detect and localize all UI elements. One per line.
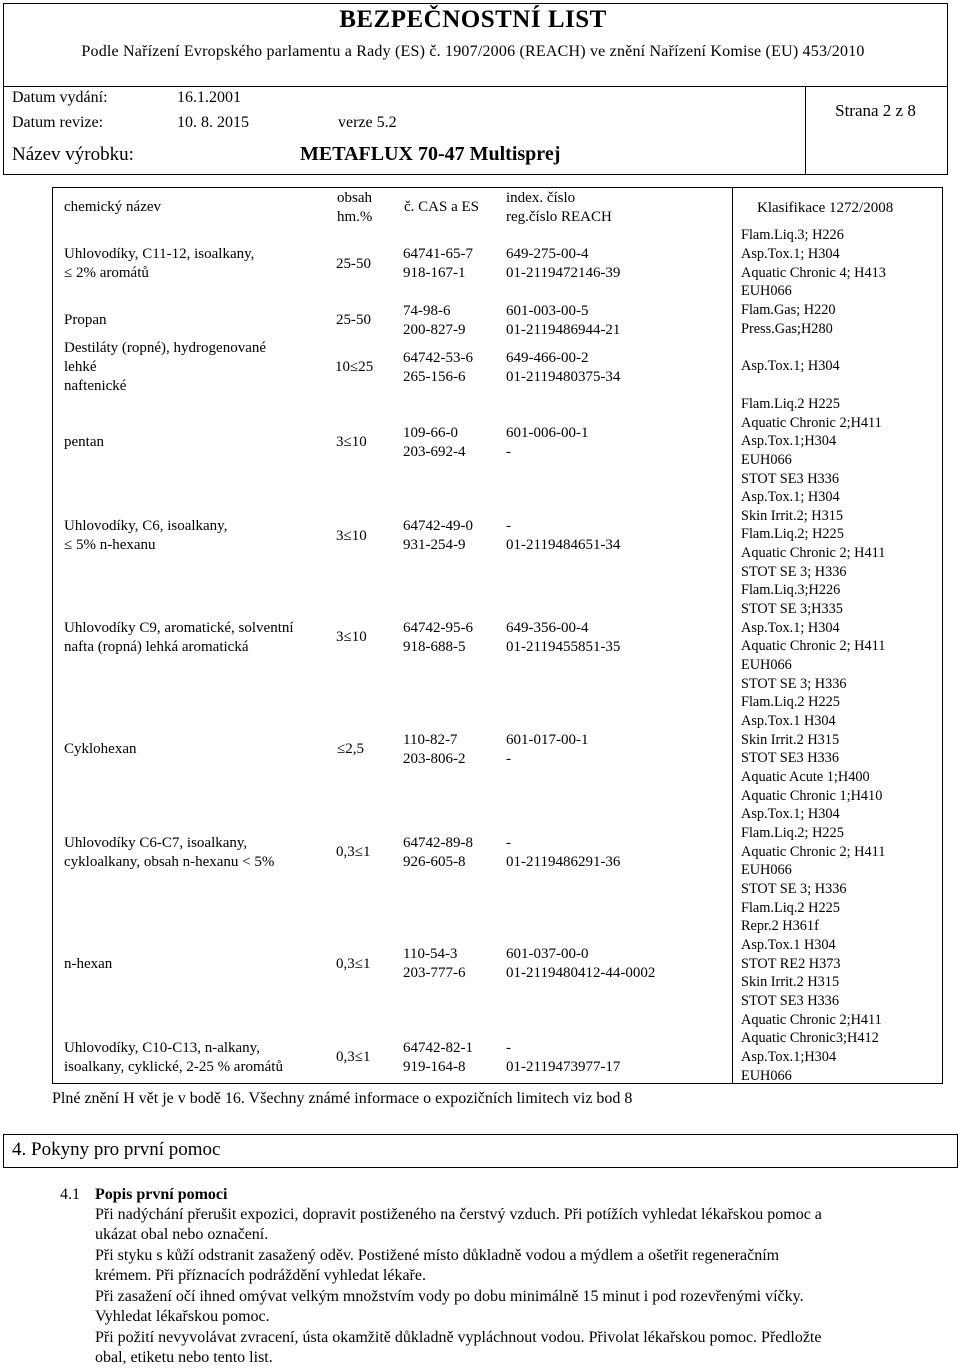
classification-line: STOT SE3 H336 — [741, 471, 839, 487]
table-cell-es: 918-688-5 — [403, 639, 466, 655]
first-aid-line: Při nadýchání přerušit expozici, dopravit postiženého na čerstvý vzduch. Při potížích vyhledat lékařskou pomoc a — [95, 1206, 822, 1223]
table-cell-content: 3≤10 — [336, 434, 367, 450]
table-cell-cas: 64742-95-6 — [403, 620, 473, 636]
revision-date-label: Datum revize: — [12, 114, 104, 131]
first-aid-line: obal, etiketu nebo tento list. — [95, 1349, 273, 1366]
classification-line: Asp.Tox.1; H304 — [741, 358, 840, 374]
table-cell-reach: - — [506, 751, 511, 767]
table-cell-content: 0,3≤1 — [336, 956, 371, 972]
table-cell-name: Propan — [64, 312, 107, 328]
table-cell-es: 203-692-4 — [403, 444, 466, 460]
classification-line: Skin Irrit.2; H315 — [741, 508, 844, 524]
page-number: Strana 2 z 8 — [835, 101, 916, 120]
classification-line: Flam.Liq.3; H226 — [741, 227, 844, 243]
table-cell-es: 265-156-6 — [403, 369, 466, 385]
table-column-divider — [732, 188, 733, 1083]
classification-line: Aquatic Chronic 2;H411 — [741, 415, 882, 431]
table-cell-cas: 64741-65-7 — [403, 246, 473, 262]
classification-line: Flam.Liq.2 H225 — [741, 396, 840, 412]
first-aid-line: Při styku s kůží odstranit zasažený oděv. Postižené místo důkladně vodou a mýdlem a ošetřit regeneračním — [95, 1247, 780, 1264]
table-cell-reach: 01-2119486944-21 — [506, 322, 621, 338]
table-cell-content: 3≤10 — [336, 528, 367, 544]
issue-date-value: 16.1.2001 — [177, 89, 241, 106]
table-cell-content: 0,3≤1 — [336, 1049, 371, 1065]
table-cell-name: Uhlovodíky, C6, isoalkany, — [64, 518, 228, 534]
table-cell-name: naftenické — [64, 378, 127, 394]
table-cell-name: lehké — [64, 359, 97, 375]
revision-date-value: 10. 8. 2015 — [177, 114, 249, 131]
first-aid-line: ukázat obal nebo označení. — [95, 1226, 269, 1243]
table-cell-name: pentan — [64, 434, 104, 450]
header-cas: č. CAS a ES — [404, 199, 479, 215]
table-cell-index: 601-006-00-1 — [506, 425, 589, 441]
header-page-divider — [805, 86, 806, 174]
classification-line: Aquatic Chronic 1;H410 — [741, 788, 883, 804]
header-content: obsah — [337, 190, 372, 206]
table-cell-content: 10≤25 — [335, 359, 374, 375]
table-cell-es: 918-167-1 — [403, 265, 466, 281]
classification-line: STOT SE 3; H336 — [741, 676, 847, 692]
table-cell-index: - — [506, 518, 511, 534]
classification-line: Aquatic Chronic 2; H411 — [741, 844, 886, 860]
classification-line: Asp.Tox.1;H304 — [741, 1049, 837, 1065]
header-index: index. číslo — [506, 190, 576, 206]
classification-line: Asp.Tox.1;H304 — [741, 433, 837, 449]
classification-line: Flam.Liq.2 H225 — [741, 694, 840, 710]
classification-line: Asp.Tox.1 H304 — [741, 713, 836, 729]
first-aid-line: Při požití nevyvolávat zvracení, ústa okamžitě důkladně vypláchnout vodou. Přivolat lékařskou pomoc. Předložte — [95, 1329, 822, 1346]
table-cell-cas: 64742-49-0 — [403, 518, 473, 534]
table-cell-reach: 01-2119480375-34 — [506, 369, 621, 385]
classification-line: Press.Gas;H280 — [741, 321, 833, 337]
version-label: verze 5.2 — [338, 114, 397, 131]
table-cell-reach: 01-2119480412-44-0002 — [506, 965, 656, 981]
table-cell-index: - — [506, 835, 511, 851]
table-cell-name: n-hexan — [64, 956, 113, 972]
classification-line: EUH066 — [741, 283, 792, 299]
classification-line: Flam.Gas; H220 — [741, 302, 836, 318]
classification-line: Aquatic Chronic 2; H411 — [741, 545, 886, 561]
table-cell-cas: 64742-89-8 — [403, 835, 473, 851]
first-aid-line: Při zasažení očí ihned omývat velkým množstvím vody po dobu minimálně 15 minut i pod rozevřenými víčky. — [95, 1288, 804, 1305]
classification-line: Skin Irrit.2 H315 — [741, 732, 840, 748]
table-cell-index: 649-356-00-4 — [506, 620, 589, 636]
table-cell-name: cykloalkany, obsah n-hexanu < 5% — [64, 854, 275, 870]
table-cell-cas: 110-82-7 — [403, 732, 458, 748]
table-cell-index: - — [506, 1040, 511, 1056]
table-cell-index: 601-037-00-0 — [506, 946, 589, 962]
subsection-number: 4.1 — [60, 1186, 80, 1203]
table-cell-content: 25-50 — [336, 256, 371, 272]
classification-line: STOT SE 3;H335 — [741, 601, 843, 617]
table-cell-name: Cyklohexan — [64, 741, 137, 757]
table-cell-reach: 01-2119484651-34 — [506, 537, 621, 553]
table-cell-name: isoalkany, cyklické, 2-25 % aromátů — [64, 1059, 283, 1075]
classification-line: Aquatic Chronic 2;H411 — [741, 1012, 882, 1028]
classification-line: EUH066 — [741, 862, 792, 878]
classification-line: Aquatic Chronic3;H412 — [741, 1030, 879, 1046]
classification-line: EUH066 — [741, 1068, 792, 1084]
table-cell-content: ≤2,5 — [337, 741, 364, 757]
classification-line: Asp.Tox.1 H304 — [741, 937, 836, 953]
product-name: METAFLUX 70-47 Multisprej — [300, 143, 561, 165]
table-cell-name: nafta (ropná) lehká aromatická — [64, 639, 249, 655]
classification-line: Asp.Tox.1; H304 — [741, 246, 840, 262]
issue-date-label: Datum vydání: — [12, 89, 108, 106]
table-cell-es: 919-164-8 — [403, 1059, 466, 1075]
table-cell-es: 203-777-6 — [403, 965, 466, 981]
header-chemical-name: chemický název — [64, 199, 162, 215]
table-cell-name: Uhlovodíky C6-C7, isoalkany, — [64, 835, 248, 851]
classification-line: Aquatic Chronic 2; H411 — [741, 638, 886, 654]
classification-line: STOT RE2 H373 — [741, 956, 841, 972]
table-cell-cas: 74-98-6 — [403, 303, 451, 319]
table-cell-name: Uhlovodíky, C10-C13, n-alkany, — [64, 1040, 260, 1056]
table-cell-cas: 110-54-3 — [403, 946, 458, 962]
table-footnote: Plné znění H vět je v bodě 16. Všechny známé informace o expozičních limitech viz bod 8 — [52, 1090, 633, 1107]
product-name-label: Název výrobku: — [12, 144, 134, 165]
first-aid-line: krémem. Při příznacích podráždění vyhledat lékaře. — [95, 1267, 426, 1284]
header-content-unit: hm.% — [337, 209, 373, 225]
table-cell-reach: 01-2119472146-39 — [506, 265, 621, 281]
classification-line: STOT SE3 H336 — [741, 993, 839, 1009]
classification-line: Aquatic Chronic 4; H413 — [741, 265, 886, 281]
table-cell-content: 25-50 — [336, 312, 371, 328]
table-cell-reach: 01-2119486291-36 — [506, 854, 621, 870]
classification-line: Asp.Tox.1; H304 — [741, 489, 840, 505]
classification-line: Repr.2 H361f — [741, 918, 819, 934]
table-cell-reach: 01-2119473977-17 — [506, 1059, 621, 1075]
table-cell-cas: 109-66-0 — [403, 425, 458, 441]
table-cell-name: ≤ 5% n-hexanu — [64, 537, 156, 553]
classification-line: STOT SE3 H336 — [741, 750, 839, 766]
table-cell-reach: - — [506, 444, 511, 460]
classification-line: Asp.Tox.1; H304 — [741, 620, 840, 636]
table-cell-name: ≤ 2% aromátů — [64, 265, 149, 281]
classification-line: STOT SE 3; H336 — [741, 881, 847, 897]
classification-line: EUH066 — [741, 452, 792, 468]
classification-line: Flam.Liq.3;H226 — [741, 582, 841, 598]
table-cell-content: 3≤10 — [336, 629, 367, 645]
table-cell-name: Destiláty (ropné), hydrogenované — [64, 340, 267, 356]
classification-line: Skin Irrit.2 H315 — [741, 974, 840, 990]
header-reach: reg.číslo REACH — [506, 209, 612, 225]
table-cell-es: 926-605-8 — [403, 854, 466, 870]
table-cell-name: Uhlovodíky, C11-12, isoalkany, — [64, 246, 255, 262]
classification-line: EUH066 — [741, 657, 792, 673]
table-cell-es: 931-254-9 — [403, 537, 466, 553]
table-cell-content: 0,3≤1 — [336, 844, 371, 860]
classification-line: Flam.Liq.2 H225 — [741, 900, 840, 916]
classification-line: Aquatic Acute 1;H400 — [741, 769, 870, 785]
table-cell-index: 601-017-00-1 — [506, 732, 589, 748]
classification-line: STOT SE 3; H336 — [741, 564, 847, 580]
section-4-title: 4. Pokyny pro první pomoc — [12, 1139, 221, 1160]
header-classification: Klasifikace 1272/2008 — [757, 200, 894, 216]
regulation-text: Podle Nařízení Evropského parlamentu a Rady (ES) č. 1907/2006 (REACH) ve znění Nařízení Komise (EU) 453/2010 — [81, 43, 865, 60]
table-cell-es: 203-806-2 — [403, 751, 466, 767]
classification-line: Asp.Tox.1; H304 — [741, 806, 840, 822]
classification-line: Flam.Liq.2; H225 — [741, 526, 844, 542]
table-cell-name: Uhlovodíky C9, aromatické, solventní — [64, 620, 294, 636]
classification-line: Flam.Liq.2; H225 — [741, 825, 844, 841]
table-cell-index: 601-003-00-5 — [506, 303, 589, 319]
subsection-title: Popis první pomoci — [95, 1186, 228, 1203]
table-cell-cas: 64742-82-1 — [403, 1040, 473, 1056]
table-cell-cas: 64742-53-6 — [403, 350, 473, 366]
table-cell-reach: 01-2119455851-35 — [506, 639, 621, 655]
table-cell-es: 200-827-9 — [403, 322, 466, 338]
document-title: BEZPEČNOSTNÍ LIST — [339, 6, 607, 33]
table-cell-index: 649-466-00-2 — [506, 350, 589, 366]
first-aid-line: Vyhledat lékařskou pomoc. — [95, 1308, 270, 1325]
table-cell-index: 649-275-00-4 — [506, 246, 589, 262]
